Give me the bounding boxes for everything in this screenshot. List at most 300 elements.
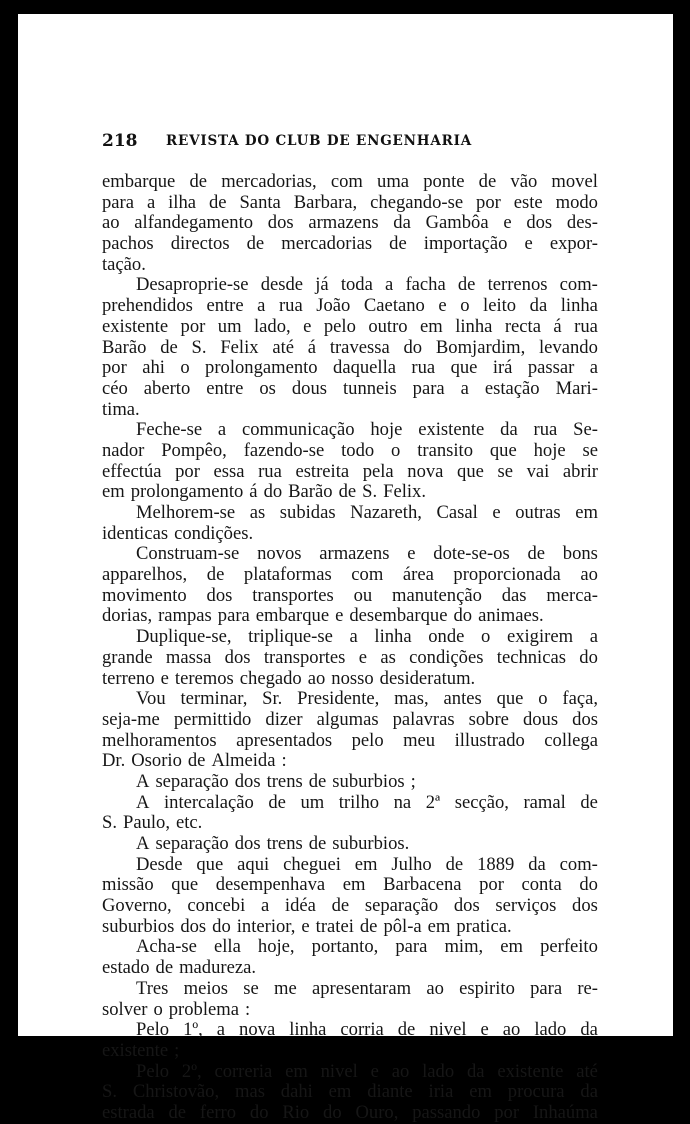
text-word: Pelo [136, 1019, 170, 1041]
text-word: todo [341, 439, 375, 461]
text-word: idéa [284, 895, 316, 917]
text-word: nivel [429, 1019, 467, 1041]
text-word: suburbios [332, 770, 405, 792]
text-word: o [391, 439, 401, 461]
text-word: este [513, 191, 543, 213]
text-word: essa [213, 460, 245, 482]
text-word: á [249, 481, 258, 503]
text-word: da [528, 853, 546, 875]
text-word: proporcionada [453, 564, 561, 586]
text-line [102, 544, 598, 565]
text-word: transito [417, 439, 473, 461]
text-word: solver [102, 998, 148, 1020]
text-word: dos [224, 646, 251, 668]
text-word: Barbacena [383, 874, 462, 896]
text-word: e [438, 295, 447, 317]
text-line [102, 586, 598, 607]
text-word: tratei [315, 915, 354, 937]
text-word: S. [362, 481, 378, 503]
text-word: Almeida [211, 750, 276, 772]
text-word: vai [526, 460, 550, 482]
text-line [102, 731, 598, 752]
text-word: outras [515, 502, 561, 523]
text-word: área [402, 564, 434, 586]
text-word: os [259, 377, 276, 399]
text-word: madureza. [179, 957, 256, 979]
text-word: collega [544, 729, 598, 751]
text-word: directos [170, 233, 230, 255]
text-word: de [155, 957, 174, 979]
text-word: outro [368, 315, 408, 337]
text-word: rampas [158, 605, 212, 627]
text-word: apparelhos, [102, 564, 188, 586]
text-word: ahi [142, 357, 165, 379]
text-word: que [496, 688, 524, 710]
text-word: mercadorias, [221, 171, 317, 192]
text-word: grande [102, 646, 153, 668]
text-word: e [303, 315, 312, 337]
text-word: terreno [102, 667, 155, 689]
text-word: do [212, 915, 231, 937]
text-word: á [553, 315, 562, 337]
text-line [102, 1082, 598, 1103]
text-word: ramal [523, 791, 566, 813]
text-word: dorias, [102, 605, 153, 627]
text-word: nador [102, 439, 145, 461]
text-word: Barbara, [293, 191, 358, 213]
text-word: prehendidos [102, 295, 193, 317]
text-word: embarque [102, 171, 176, 192]
text-word: com- [559, 274, 598, 296]
text-word: pelo [323, 315, 356, 337]
text-word: e [524, 233, 533, 255]
text-word: sobre [468, 708, 509, 730]
text-word: se [582, 439, 598, 461]
text-word: estação [484, 377, 540, 399]
text-word: o [538, 688, 548, 710]
text-word: perfeito [540, 936, 598, 958]
text-word: faça, [562, 688, 598, 710]
text-word: aqui [237, 853, 270, 875]
text-word: dos [267, 212, 294, 234]
text-word: de [160, 336, 178, 358]
text-word: ao [391, 1060, 410, 1082]
text-word: nivel [320, 1060, 358, 1082]
text-word: lado, [254, 315, 291, 337]
text-word: João [316, 295, 351, 317]
text-word: linha [455, 315, 493, 337]
text-word: desideratum. [379, 667, 476, 689]
text-word: que [457, 460, 484, 482]
text-word: des- [566, 212, 598, 234]
text-word: nova [239, 1019, 276, 1041]
text-word: separação [155, 770, 229, 792]
text-word: pelo [351, 729, 384, 751]
text-word: Dr. [102, 750, 126, 772]
text-word: trens [266, 833, 303, 854]
text-word: S. [191, 336, 207, 358]
text-word: Casal [436, 502, 478, 523]
text-word: em [469, 1081, 492, 1103]
text-word: do [579, 646, 598, 668]
text-word: Governo, [102, 895, 172, 917]
text-word: passar [527, 357, 575, 379]
text-word: em [420, 315, 443, 337]
text-word: estrada [102, 1101, 155, 1123]
text-word: dos [234, 833, 261, 854]
text-word: Rio [282, 1101, 310, 1123]
text-word: condições [409, 646, 484, 668]
text-word: lado [422, 1060, 455, 1082]
text-word: de [268, 791, 286, 813]
text-word: pela [362, 460, 394, 482]
text-line [102, 710, 598, 731]
text-word: e [407, 543, 416, 565]
text-word: existente [418, 419, 485, 441]
text-word: linha [374, 626, 412, 648]
text-line [102, 606, 598, 627]
text-word: linha [560, 295, 598, 317]
text-word: existente [102, 1039, 169, 1061]
text-word: Gambôa [425, 212, 489, 234]
text-word: apresentados [236, 729, 333, 751]
text-word: desembarque [349, 605, 448, 627]
text-word: : [244, 998, 251, 1020]
text-word: levando [539, 336, 598, 358]
text-word: suburbios. [332, 833, 410, 854]
text-word: problema [168, 998, 239, 1020]
body-text [102, 172, 598, 1124]
text-word: do [323, 1101, 342, 1123]
text-word: interior, [236, 915, 296, 937]
text-word: onde [428, 626, 465, 648]
text-line [102, 275, 598, 296]
text-line [102, 172, 598, 193]
text-word: concebi [187, 895, 246, 917]
text-word: Duplique-se, [136, 626, 232, 648]
text-line [102, 338, 598, 359]
text-word: tima. [102, 398, 140, 420]
text-word: em [500, 936, 523, 958]
text-word: com [351, 564, 384, 586]
text-word: desempenhava [215, 874, 326, 896]
text-word: de [580, 791, 598, 813]
text-word: cheguei [283, 853, 341, 875]
text-word: para [102, 191, 134, 213]
text-word: illustrado [454, 729, 525, 751]
text-word: Se- [573, 419, 598, 441]
text-word: rua [278, 295, 303, 317]
text-word: Acha-se [136, 936, 197, 958]
text-word: : [281, 750, 287, 772]
text-line [102, 234, 598, 255]
text-word: de [389, 233, 407, 255]
text-word: ; [410, 770, 416, 792]
text-word: Desaproprie-se [136, 274, 249, 296]
text-word: e [335, 605, 344, 627]
text-word: ao [102, 212, 120, 234]
text-word: entre [206, 295, 244, 317]
text-word: Ouro, [355, 1101, 399, 1123]
text-word: novos [257, 543, 302, 565]
text-word: Barão [288, 481, 333, 503]
text-word: suburbios [102, 915, 175, 937]
text-word: toda [340, 274, 373, 296]
text-word: leito [483, 295, 517, 317]
text-word: hoje [370, 419, 403, 441]
text-word: dous [291, 377, 328, 399]
text-line [102, 255, 598, 276]
text-word: a [349, 626, 358, 648]
text-word: existente [102, 315, 169, 337]
text-word: seja-me [102, 708, 160, 730]
text-word: da [580, 1019, 598, 1041]
text-line [102, 855, 598, 876]
text-word: de [206, 564, 225, 586]
text-word: ao [580, 564, 598, 586]
text-word: do [453, 605, 473, 627]
text-word: de [478, 171, 497, 192]
text-word: Christovão, [132, 1081, 220, 1103]
text-word: da [466, 1060, 485, 1082]
text-word: armazens [319, 543, 390, 565]
text-word: mas, [394, 688, 429, 710]
text-word: a [257, 295, 266, 317]
text-word: travessa [329, 336, 390, 358]
text-word: trens [266, 770, 303, 792]
text-word: rua [574, 315, 598, 337]
text-word: modo [555, 191, 598, 213]
text-word: algumas [316, 708, 379, 730]
text-word: missão [102, 874, 154, 896]
text-word: technicas [496, 646, 566, 668]
text-word: da [393, 212, 411, 234]
page-number: 218 [102, 131, 138, 151]
text-word: separação [364, 895, 439, 917]
text-word: Melhorem-se [136, 502, 236, 523]
text-line [102, 648, 598, 669]
text-line [102, 462, 598, 483]
text-word: espirito [459, 977, 515, 999]
text-word: portanto, [311, 936, 379, 958]
text-word: nosso [331, 667, 374, 689]
text-word: e [480, 1019, 489, 1041]
text-word: Osorio [131, 750, 182, 772]
text-word: rua [411, 357, 436, 379]
text-line [102, 896, 598, 917]
text-word: massa [165, 646, 212, 668]
text-word: dos [180, 915, 207, 937]
text-word: permittido [173, 708, 252, 730]
text-word: linha [289, 1019, 327, 1041]
text-word: trilho [338, 791, 380, 813]
text-word: e [358, 646, 367, 668]
text-line [102, 503, 598, 524]
text-word: intercalação [163, 791, 254, 813]
text-word: tunneis [342, 377, 397, 399]
text-word: em [102, 481, 125, 503]
text-word: se [497, 460, 513, 482]
text-word: identicas [102, 522, 169, 544]
text-line [102, 834, 598, 855]
text-word: até [576, 1060, 598, 1082]
text-word: armazens [308, 212, 379, 234]
text-word: fazendo-se [243, 439, 325, 461]
text-word: de [338, 481, 357, 503]
text-word: Barão [102, 336, 147, 358]
text-word: Paulo, [123, 812, 171, 834]
text-line [102, 213, 598, 234]
text-word: bons [562, 543, 598, 565]
text-word: Santa [239, 191, 281, 213]
text-word: de [187, 750, 206, 772]
text-word: das [501, 584, 527, 606]
text-word: effectúa [102, 460, 162, 482]
text-word: terminar, [180, 688, 248, 710]
text-word: até [272, 336, 294, 358]
text-word: ao [307, 667, 326, 689]
text-word: a [260, 895, 270, 917]
text-word: por [180, 315, 206, 337]
text-word: em [427, 915, 451, 937]
text-word: A [136, 770, 150, 792]
text-line [102, 1000, 598, 1021]
text-word: plataformas [243, 564, 332, 586]
text-word: expor- [549, 233, 598, 255]
text-word: de [527, 543, 546, 565]
text-word: a [217, 419, 227, 441]
text-word: e [503, 212, 512, 234]
text-word: o [153, 998, 163, 1020]
text-line [102, 1062, 598, 1083]
text-word: corria [340, 1019, 384, 1041]
text-word: Pompêo, [161, 439, 227, 461]
text-word: rua [258, 460, 282, 482]
text-word: daquella [333, 357, 396, 379]
text-word: S. [102, 1081, 117, 1103]
text-word: passando [412, 1101, 481, 1123]
text-line [102, 358, 598, 379]
text-word: Julho [391, 853, 432, 875]
text-word: 1889 [477, 853, 515, 875]
text-word: mim, [444, 936, 484, 958]
text-word: me [274, 977, 297, 999]
text-word: á [307, 336, 317, 358]
text-word: estreita [295, 460, 350, 482]
text-line [102, 937, 598, 958]
text-word: que [171, 874, 199, 896]
text-word: condições. [174, 522, 254, 544]
text-word: Felix [220, 336, 259, 358]
text-word: Nazareth, [350, 502, 422, 523]
text-line [102, 1103, 598, 1124]
text-word: prolongamento [130, 481, 244, 503]
text-word: em [354, 853, 378, 875]
text-word: re- [577, 977, 598, 999]
text-word: que [450, 357, 478, 379]
text-word: entre [206, 377, 244, 399]
text-word: o [180, 357, 190, 379]
text-word: já [315, 274, 329, 296]
text-word: de [331, 895, 350, 917]
text-word: serviços [495, 895, 557, 917]
text-word: por [479, 874, 504, 896]
page-header [102, 131, 597, 157]
text-word: nova [407, 460, 444, 482]
text-word: merca- [546, 584, 598, 606]
text-word: para [412, 377, 445, 399]
text-word: a [216, 1019, 226, 1041]
text-word: do [249, 1101, 269, 1123]
text-word: facha [405, 274, 446, 296]
text-word: Sr. [262, 688, 283, 710]
text-word: de [445, 853, 464, 875]
text-word: pôl-a [383, 915, 422, 937]
text-line [102, 627, 598, 648]
text-word: separação [155, 833, 229, 854]
text-word: importação [423, 233, 508, 255]
text-word: lado [534, 1019, 567, 1041]
text-word: um [217, 315, 242, 337]
text-line [102, 917, 598, 938]
text-word: de [457, 274, 476, 296]
text-line [102, 689, 598, 710]
text-word: ella [214, 936, 241, 958]
text-word: com [330, 171, 363, 192]
text-line [102, 669, 598, 690]
text-word: em [328, 1081, 352, 1103]
text-word: de [397, 1019, 416, 1041]
text-word: para [395, 936, 428, 958]
text-word: A [136, 833, 150, 854]
text-line [102, 813, 598, 834]
text-word: chegado [239, 667, 302, 689]
text-word: diante [367, 1081, 413, 1103]
text-word: o [460, 295, 470, 317]
text-word: communicação [242, 419, 355, 441]
text-word: transportes [252, 584, 334, 606]
text-word: existente [497, 1060, 564, 1082]
text-word: terrenos [487, 274, 548, 296]
text-word: a [146, 191, 156, 213]
text-word: Inhaúma [532, 1101, 598, 1123]
text-word: pratica. [456, 915, 512, 937]
text-word: que [489, 439, 517, 461]
text-word: céo [102, 377, 128, 399]
text-line [102, 482, 598, 503]
text-word: por [494, 1101, 520, 1123]
text-word: transportes [263, 646, 346, 668]
text-word: de [359, 915, 378, 937]
text-word: secção, [454, 791, 509, 813]
text-word: hoje [533, 439, 566, 461]
text-word: se [243, 977, 259, 999]
text-line [102, 1041, 598, 1062]
text-word: S. [102, 812, 117, 834]
text-line [102, 979, 598, 1000]
text-word: por [175, 460, 200, 482]
text-word: Pelo [136, 1060, 170, 1082]
text-word: triplique-se [248, 626, 333, 648]
text-word: um [300, 791, 325, 813]
text-line [102, 317, 598, 338]
text-word: recta [504, 315, 541, 337]
text-word: em [285, 1060, 308, 1082]
text-word: dos [526, 212, 553, 234]
text-word: Bomjardim, [435, 336, 526, 358]
text-word: e [301, 915, 310, 937]
text-word: correria [214, 1060, 273, 1082]
